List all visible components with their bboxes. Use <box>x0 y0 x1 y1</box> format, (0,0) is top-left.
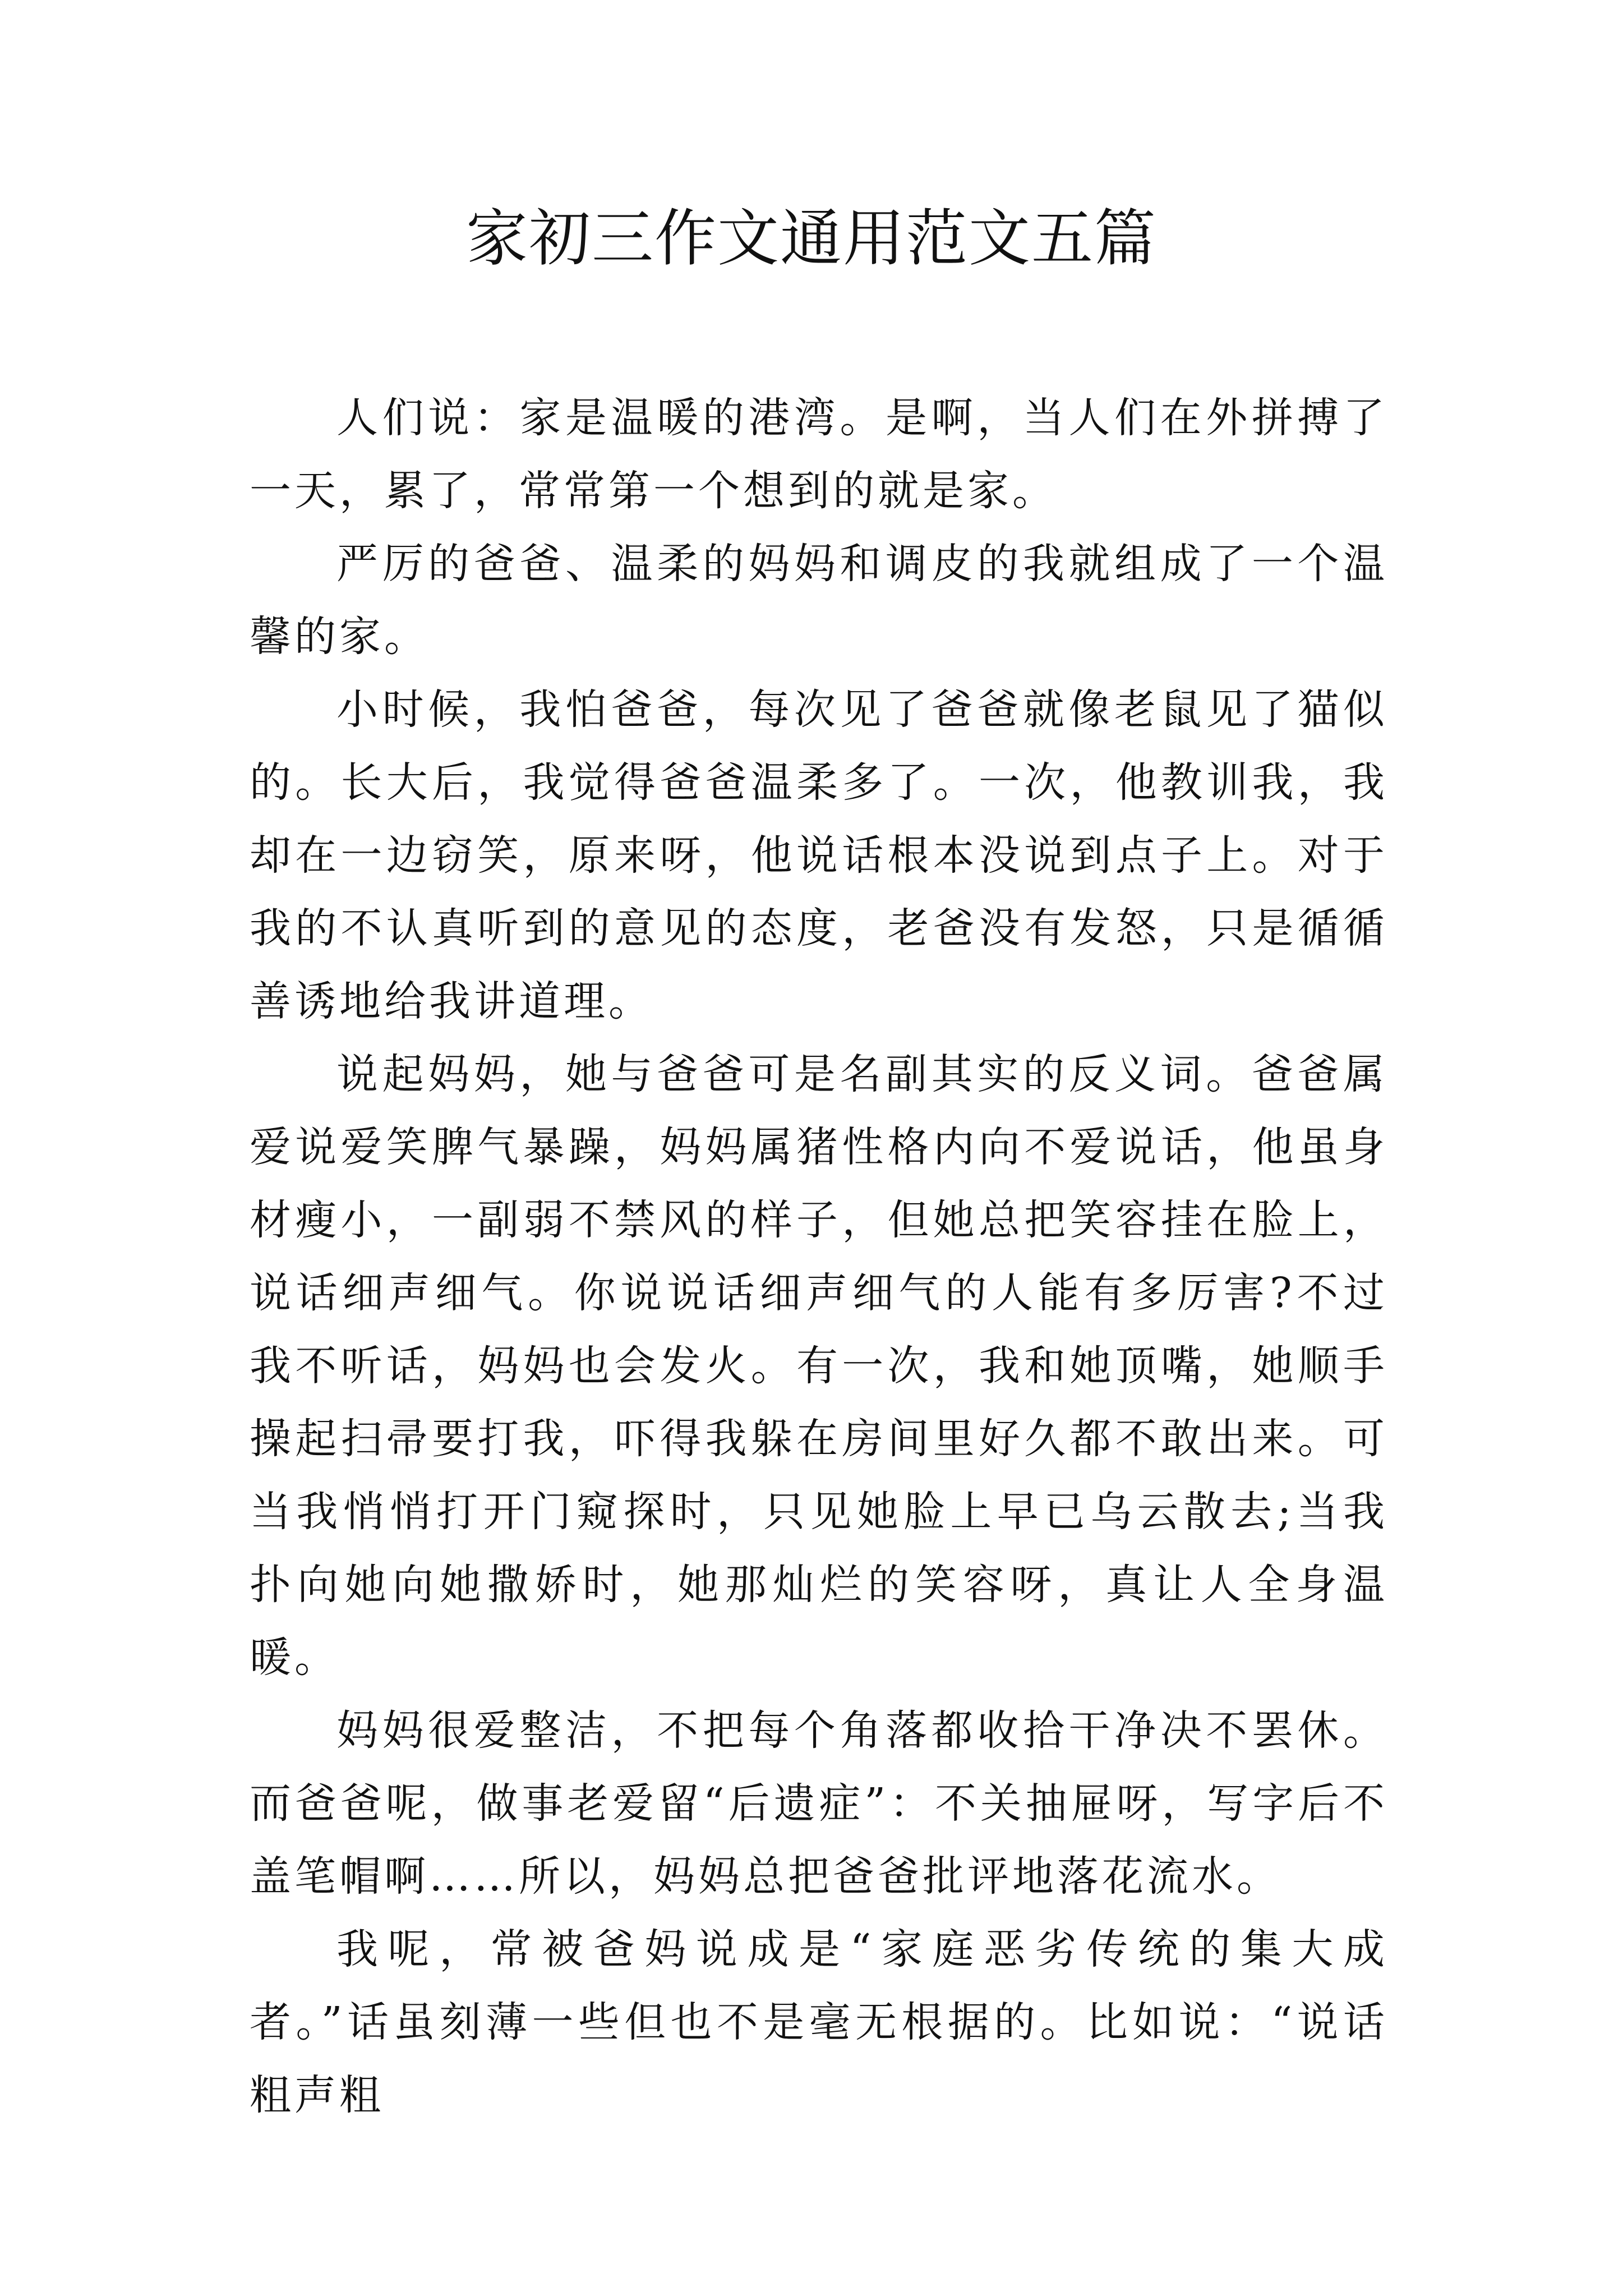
paragraph-5: 妈妈很爱整洁，不把每个角落都收拾干净决不罢休。而爸爸呢，做事老爱留“后遗症”：不关抽屉呀，写字后不盖笔帽啊……所以，妈妈总把爸爸批评地落花流水。 <box>250 1706 1388 1901</box>
document-title: 家初三作文通用范文五篇 <box>466 203 1157 274</box>
paragraph-1: 人们说：家是温暖的港湾。是啊，当人们在外拼搏了一天，累了，常常第一个想到的就是家。 <box>250 394 1388 515</box>
paragraph-6: 我呢，常被爸妈说成是“家庭恶劣传统的集大成者。”话虽刻薄一些但也不是毫无根据的。比如说：“说话粗声粗 <box>250 1925 1388 2119</box>
paragraph-2: 严厉的爸爸、温柔的妈妈和调皮的我就组成了一个温馨的家。 <box>250 540 1388 661</box>
document-body <box>250 381 1388 2132</box>
paragraph-3: 小时候，我怕爸爸，每次见了爸爸就像老鼠见了猫似的。长大后，我觉得爸爸温柔多了。一次，他教训我，我却在一边窃笑，原来呀，他说话根本没说到点子上。对于我的不认真听到的意见的态度，老爸没有发怒，只是循循善诱地给我讲道理。 <box>250 685 1388 1025</box>
paragraph-4: 说起妈妈，她与爸爸可是名副其实的反义词。爸爸属爱说爱笑脾气暴躁，妈妈属猪性格内向不爱说话，他虽身材瘦小，一副弱不禁风的样子，但她总把笑容挂在脸上，说话细声细气。你说说话细声细气的人能有多厉害?不过我不听话，妈妈也会发火。有一次，我和她顶嘴，她顺手操起扫帚要打我，吓得我躲在房间里好久都不敢出来。可当我悄悄打开门窥探时，只见她脸上早已乌云散去;当我扑向她向她撒娇时，她那灿烂的笑容呀，真让人全身温暖。 <box>250 1050 1388 1682</box>
